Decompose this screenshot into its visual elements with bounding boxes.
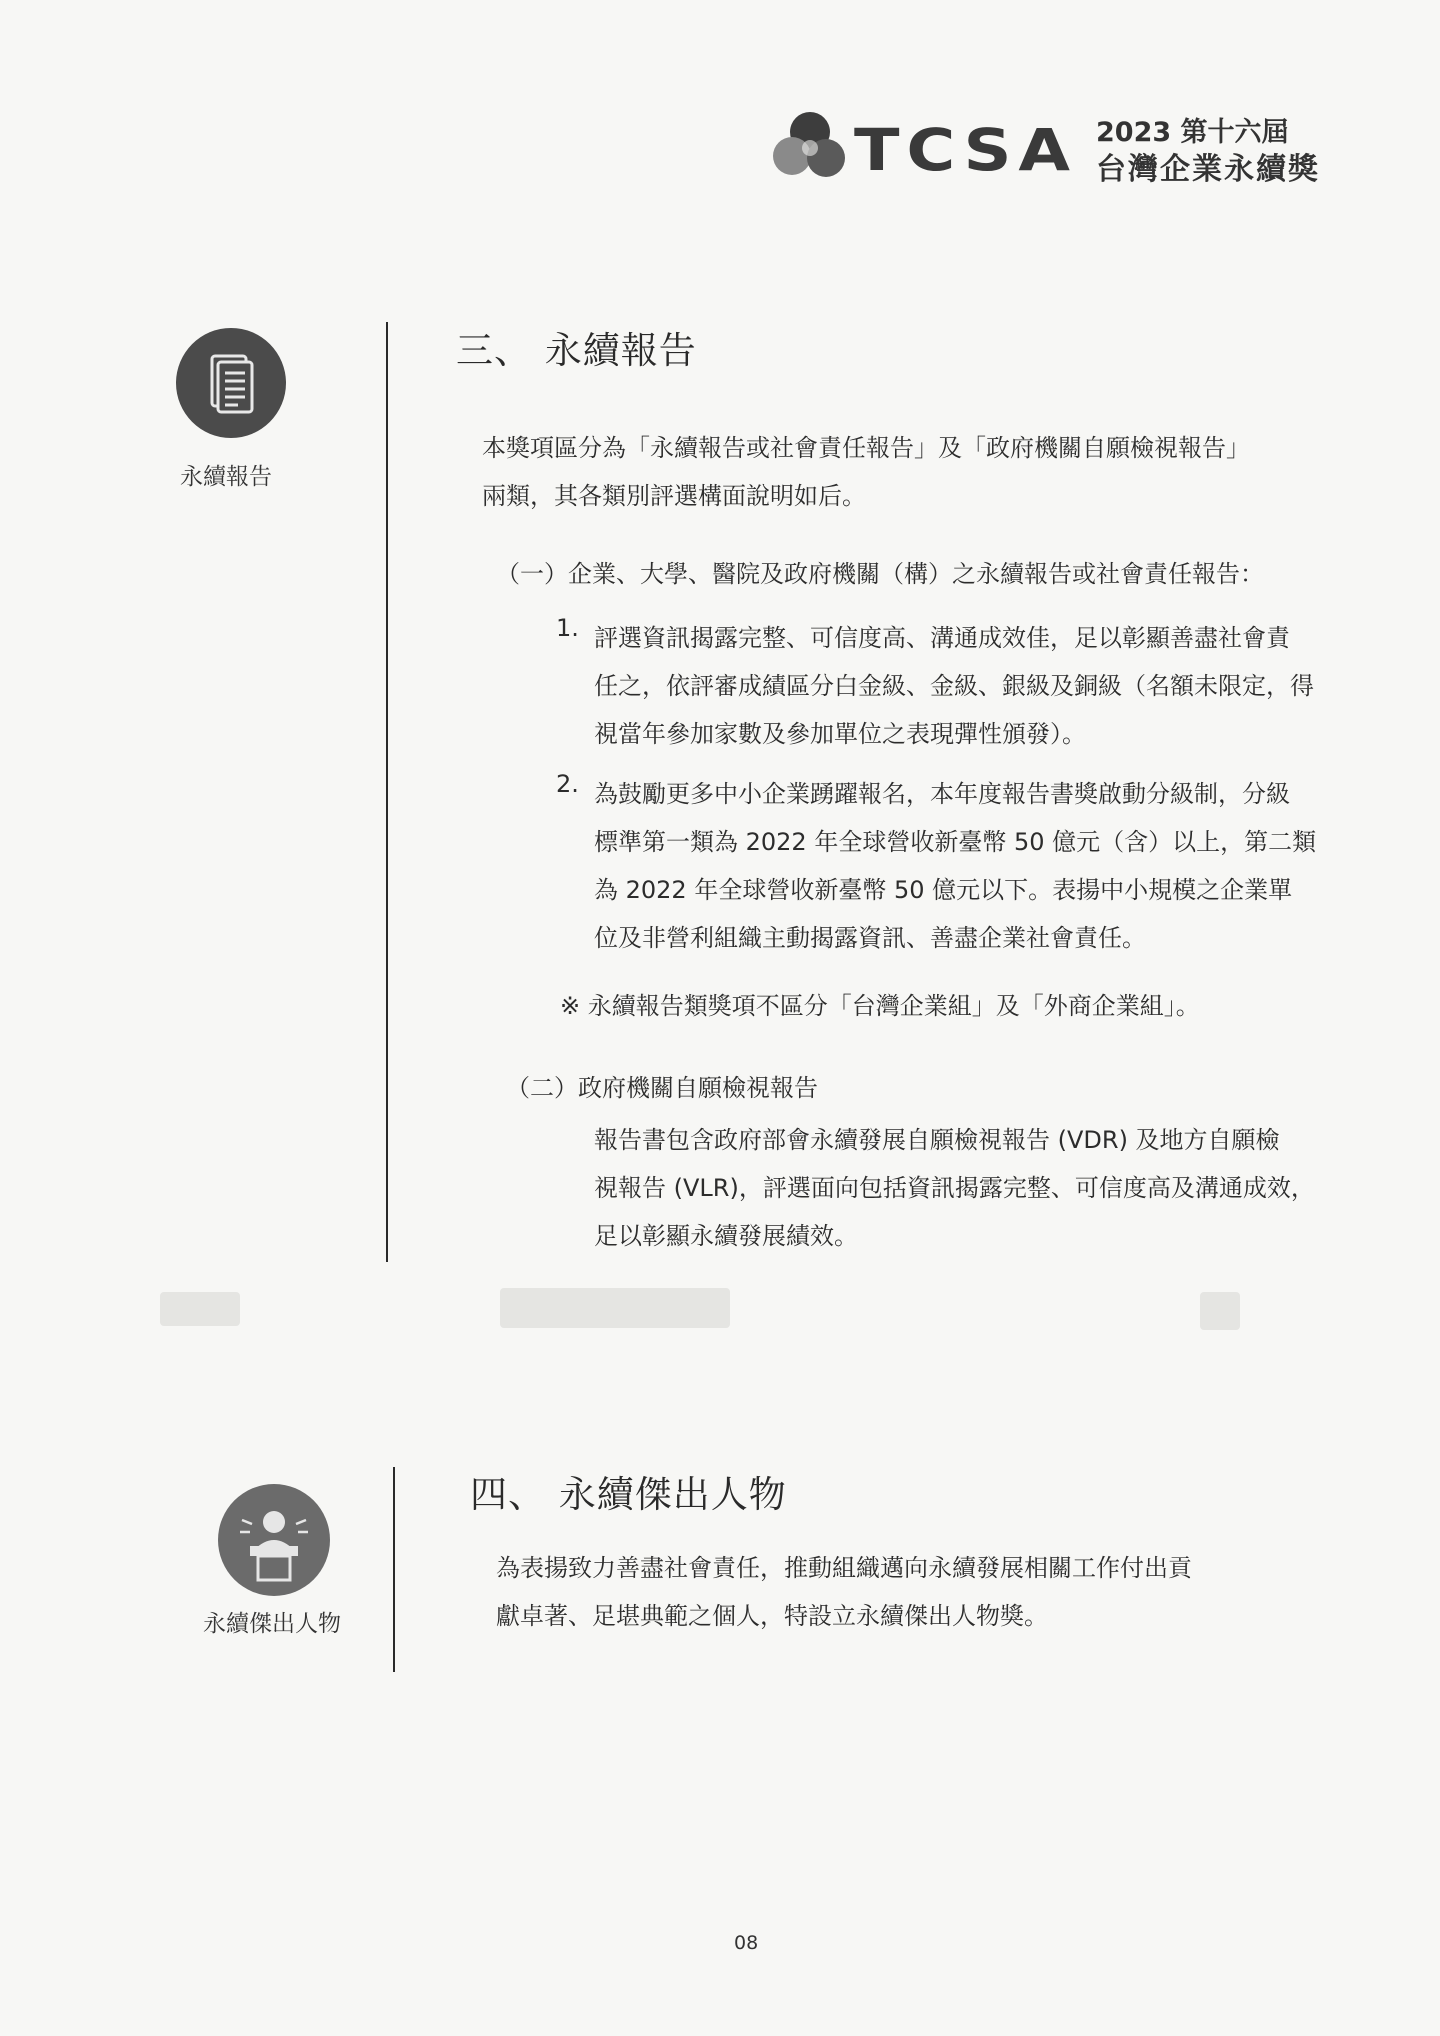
text-line: 為鼓勵更多中小企業踴躍報名，本年度報告書獎啟動分級制，分級 [594,780,1290,808]
section-heading-report: 三、 永續報告 [456,329,697,372]
text-line: 足以彰顯永續發展績效。 [594,1222,858,1250]
text-line: 視當年參加家數及參加單位之表現彈性頒發）。 [594,720,1086,748]
award-name: 台灣企業永續獎 [1096,152,1320,187]
text-line: 獻卓著、足堪典範之個人，特設立永續傑出人物獎。 [496,1602,1048,1630]
text-line: 本獎項區分為「永續報告或社會責任報告」及「政府機關自願檢視報告」 [482,434,1250,462]
subsection-title-2: （二）政府機關自願檢視報告 [506,1074,818,1102]
tcsa-logo [766,108,1366,188]
logo-circles-icon [766,108,854,180]
scan-artifact [160,1292,240,1326]
text-line: 位及非營利組織主動揭露資訊、善盡企業社會責任。 [594,924,1146,952]
text-line: 為表揚致力善盡社會責任，推動組織邁向永續發展相關工作付出貢 [496,1554,1192,1582]
section-divider [386,322,388,1262]
text-line: 標準第一類為 2022 年全球營收新臺幣 50 億元（含）以上，第二類 [594,828,1317,856]
section-heading-person: 四、 永續傑出人物 [470,1473,787,1516]
subsection-title-1: （一）企業、大學、醫院及政府機關（構）之永續報告或社會責任報告： [496,560,1264,588]
list-item [594,770,1316,962]
report-section-icon [176,328,286,438]
scan-artifact [500,1288,730,1328]
sidebar-label-report: 永續報告 [180,464,272,490]
text-line: 兩類，其各類別評選構面說明如后。 [482,482,866,510]
note-text: ※ 永續報告類獎項不區分「台灣企業組」及「外商企業組」。 [560,992,1200,1020]
list-number: 2. [556,770,579,798]
logo-text: TCSA [854,116,1077,184]
list-number: 1. [556,614,579,642]
page-number: 08 [734,1932,759,1954]
section4-paragraph [496,1544,1192,1640]
section-divider [393,1467,395,1672]
text-line: 視報告 (VLR)，評選面向包括資訊揭露完整、可信度高及溝通成效， [594,1174,1315,1202]
text-line: 為 2022 年全球營收新臺幣 50 億元以下。表揚中小規模之企業單 [594,876,1293,904]
text-line: 報告書包含政府部會永續發展自願檢視報告 (VDR) 及地方自願檢 [594,1126,1280,1154]
list-item [594,614,1314,758]
subsection-body-2 [594,1116,1315,1260]
sidebar-label-person: 永續傑出人物 [203,1611,341,1637]
speaker-podium-icon [218,1484,330,1596]
text-line: 評選資訊揭露完整、可信度高、溝通成效佳，足以彰顯善盡社會責 [594,624,1290,652]
scan-artifact [1200,1292,1240,1330]
intro-paragraph [482,424,1250,520]
document-icon [176,328,286,438]
person-section-icon [218,1484,330,1596]
text-line: 任之，依評審成績區分白金級、金級、銀級及銅級（名額未限定，得 [594,672,1314,700]
award-edition: 2023 第十六屆 [1096,117,1289,148]
